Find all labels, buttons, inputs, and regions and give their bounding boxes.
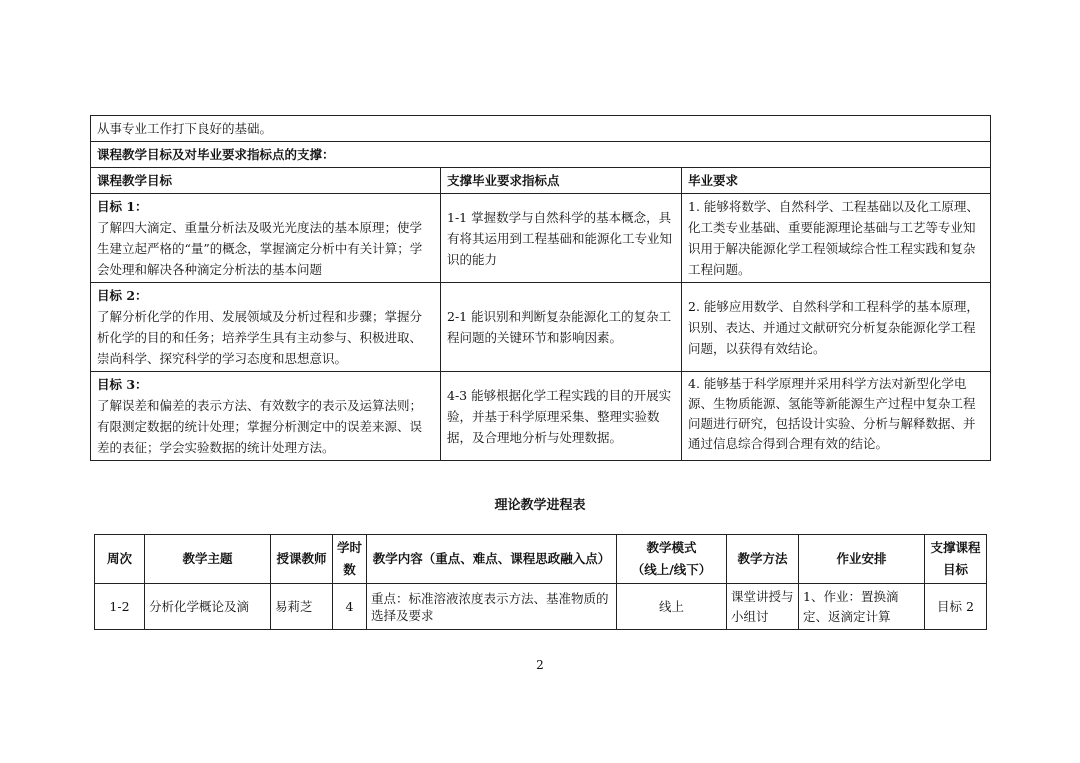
header-topic: 教学主题 (145, 535, 271, 584)
indicator-cell-3: 4-3 能够根据化学工程实践的目的开展实验，并基于科学原理采集、整理实验数据，及合理地分析与处理数据。 (441, 372, 682, 461)
objectives-table (90, 115, 991, 461)
goal-text-2: 了解分析化学的作用、发展领域及分析过程和步骤；掌握分析化学的目的和任务；培养学生具有主动参与、积极进取、崇尚科学、探究科学的学习态度和思想意识。 (97, 309, 423, 366)
schedule-row (95, 584, 987, 630)
goal-title-1: 目标 1： (97, 199, 148, 214)
header-hours: 学时数 (333, 535, 367, 584)
header-homework: 作业安排 (799, 535, 925, 584)
header-teacher: 授课教师 (271, 535, 333, 584)
requirement-cell-2: 2. 能够应用数学、自然科学和工程科学的基本原理，识别、表达、并通过文献研究分析复杂能源化学工程问题，以获得有效结论。 (682, 283, 991, 372)
goal-text-1: 了解四大滴定、重量分析法及吸光光度法的基本原理；使学生建立起严格的“量”的概念，掌握滴定分析中有关计算；学会处理和解决各种滴定分析法的基本问题 (97, 220, 423, 277)
row-topic: 分析化学概论及滴 (145, 584, 271, 630)
schedule-header-row (95, 535, 987, 584)
header-mode (617, 535, 727, 584)
goal-cell-3 (91, 372, 441, 461)
row-method: 课堂讲授与小组讨 (727, 584, 799, 630)
schedule-title: 理论教学进程表 (494, 498, 586, 513)
row-target: 目标 2 (925, 584, 987, 630)
row-homework: 1、作业：置换滴定、返滴定计算 (799, 584, 925, 630)
header-method: 教学方法 (727, 535, 799, 584)
indicator-cell-1: 1-1 掌握数学与自然科学的基本概念，具有将其运用到工程基础和能源化工专业知识的能力 (441, 194, 682, 283)
continuation-text: 从事专业工作打下良好的基础。 (91, 116, 991, 142)
schedule-table (94, 534, 987, 630)
header-indicator: 支撑毕业要求指标点 (441, 168, 682, 194)
requirement-cell-3: 4. 能够基于科学原理并采用科学方法对新型化学电源、生物质能源、氢能等新能源生产过程中复杂工程问题进行研究，包括设计实验、分析与解释数据、并通过信息综合得到合理有效的结论。 (682, 372, 991, 461)
header-week: 周次 (95, 535, 145, 584)
objective-row-2 (91, 283, 991, 372)
row-hours: 4 (333, 584, 367, 630)
header-requirement: 毕业要求 (682, 168, 991, 194)
goal-cell-1 (91, 194, 441, 283)
goal-text-3: 了解误差和偏差的表示方法、有效数字的表示及运算法则；有限测定数据的统计处理；掌握分析测定中的误差来源、误差的表征；学会实验数据的统计处理方法。 (97, 398, 423, 455)
row-mode: 线上 (617, 584, 727, 630)
goal-cell-2 (91, 283, 441, 372)
objective-row-3 (91, 372, 991, 461)
row-week: 1-2 (95, 584, 145, 630)
header-goal: 课程教学目标 (91, 168, 441, 194)
objective-row-1 (91, 194, 991, 283)
goal-title-3: 目标 3： (97, 377, 148, 392)
requirement-cell-1: 1. 能够将数学、自然科学、工程基础以及化工原理、化工类专业基础、重要能源理论基础与工艺等专业知识用于解决能源化学工程领域综合性工程实践和复杂工程问题。 (682, 194, 991, 283)
row-content: 重点：标准溶液浓度表示方法、基准物质的选择及要求 (367, 584, 617, 630)
indicator-cell-2: 2-1 能识别和判断复杂能源化工的复杂工程问题的关键环节和影响因素。 (441, 283, 682, 372)
support-heading-row (91, 142, 991, 168)
goal-title-2: 目标 2： (97, 288, 148, 303)
page-number: 2 (536, 658, 544, 672)
objectives-header-row (91, 168, 991, 194)
support-heading: 课程教学目标及对毕业要求指标点的支撑： (91, 142, 991, 168)
header-target: 支撑课程目标 (925, 535, 987, 584)
header-mode-line1: 教学模式 (646, 540, 697, 555)
row-teacher: 易莉芝 (271, 584, 333, 630)
header-content: 教学内容（重点、难点、课程思政融入点） (367, 535, 617, 584)
continuation-row (91, 116, 991, 142)
header-mode-line2: （线上/线下） (631, 562, 712, 577)
